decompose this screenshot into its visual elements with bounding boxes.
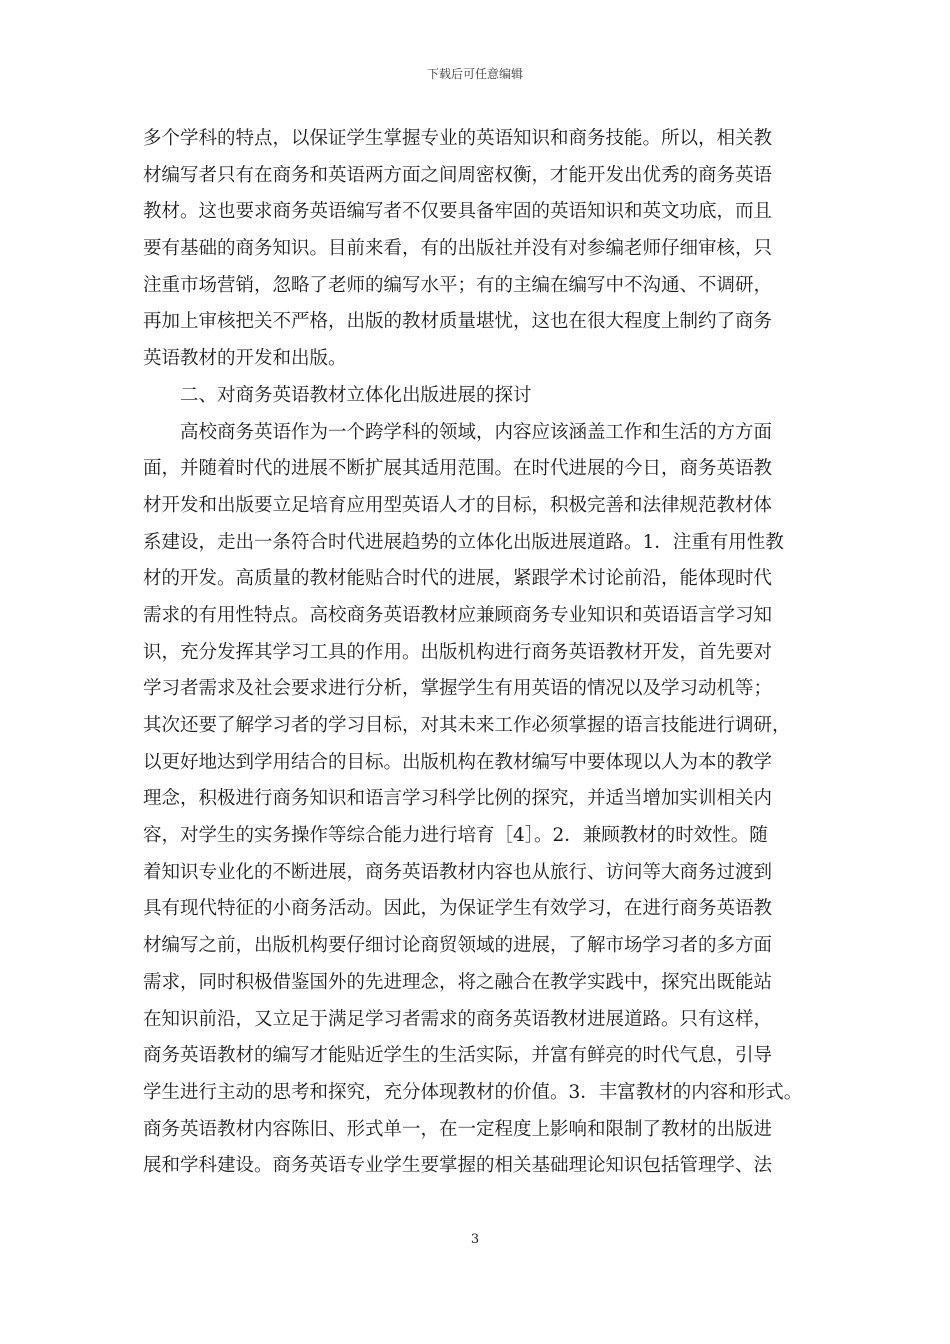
text-line: 注重市场营销，忽略了老师的编写水平；有的主编在编写中不沟通、不调研， [143, 274, 773, 296]
page-number: 3 [470, 1232, 480, 1247]
text-line: 学生进行主动的思考和探究，充分体现教材的价值。3．丰富教材的内容和形式。 [143, 1081, 803, 1103]
text-line: 要有基础的商务知识。目前来看，有的出版社并没有对参编老师仔细审核，只 [143, 238, 773, 260]
text-line: 其次还要了解学习者的学习目标，对其未来工作必须掌握的语言技能进行调研， [143, 715, 791, 736]
text-line: 材编写之前，出版机构要仔细讨论商贸领域的进展，了解市场学习者的多方面 [143, 935, 773, 957]
text-line: 面，并随着时代的进展不断扩展其适用范围。在时代进展的今日，商务英语教 [143, 458, 773, 480]
text-line: 学习者需求及社会要求进行分析，掌握学生有用英语的情况以及学习动机等； [143, 678, 773, 700]
text-line: 识，充分发挥其学习工具的作用。出版机构进行商务英语教材开发，首先要对 [143, 641, 773, 663]
text-line: 多个学科的特点，以保证学生掌握专业的英语知识和商务技能。所以，相关教 [143, 128, 773, 149]
text-line: 再加上审核把关不严格，出版的教材质量堪忧，这也在很大程度上制约了商务 [143, 311, 773, 333]
text-line: 具有现代特征的小商务活动。因此，为保证学生有效学习，在进行商务英语教 [143, 898, 773, 920]
text-line: 以更好地达到学用结合的目标。出版机构在教材编写中要体现以人为本的教学 [143, 751, 773, 773]
section-heading: 二、对商务英语教材立体化出版进展的探讨 [180, 384, 532, 406]
text-line: 材的开发。高质量的教材能贴合时代的进展，紧跟学术讨论前沿，能体现时代 [143, 568, 773, 590]
document-body [143, 121, 809, 1185]
page-header: 下载后可任意编辑 [426, 67, 523, 81]
text-line: 高校商务英语作为一个跨学科的领域，内容应该涵盖工作和生活的方方面 [180, 421, 773, 443]
text-line: 理念，积极进行商务知识和语言学习科学比例的探究，并适当增加实训相关内 [143, 788, 773, 810]
text-line: 容，对学生的实务操作等综合能力进行培育［4］。2．兼顾教材的时效性。随 [143, 825, 768, 847]
text-line: 英语教材的开发和出版。 [143, 348, 347, 370]
text-line: 展和学科建设。商务英语专业学生要掌握的相关基础理论知识包括管理学、法 [143, 1155, 773, 1177]
text-line: 在知识前沿，又立足于满足学习者需求的商务英语教材进展道路。只有这样， [143, 1008, 773, 1030]
text-line: 材编写者只有在商务和英语两方面之间周密权衡，才能开发出优秀的商务英语 [143, 164, 773, 186]
text-line: 商务英语教材的编写才能贴近学生的生活实际，并富有鲜亮的时代气息，引导 [143, 1045, 773, 1067]
text-line: 需求，同时积极借鉴国外的先进理念，将之融合在教学实践中，探究出既能站 [143, 971, 773, 993]
text-line: 需求的有用性特点。高校商务英语教材应兼顾商务专业知识和英语语言学习知 [143, 604, 773, 626]
text-line: 材开发和出版要立足培育应用型英语人才的目标，积极完善和法律规范教材体 [143, 494, 773, 516]
text-line: 系建设，走出一条符合时代进展趋势的立体化出版进展道路。1．注重有用性教 [143, 531, 784, 553]
text-line: 着知识专业化的不断进展，商务英语教材内容也从旅行、访问等大商务过渡到 [143, 861, 773, 883]
text-line: 教材。这也要求商务英语编写者不仅要具备牢固的英语知识和英文功底，而且 [143, 201, 773, 223]
text-line: 商务英语教材内容陈旧、形式单一，在一定程度上影响和限制了教材的出版进 [143, 1118, 773, 1140]
